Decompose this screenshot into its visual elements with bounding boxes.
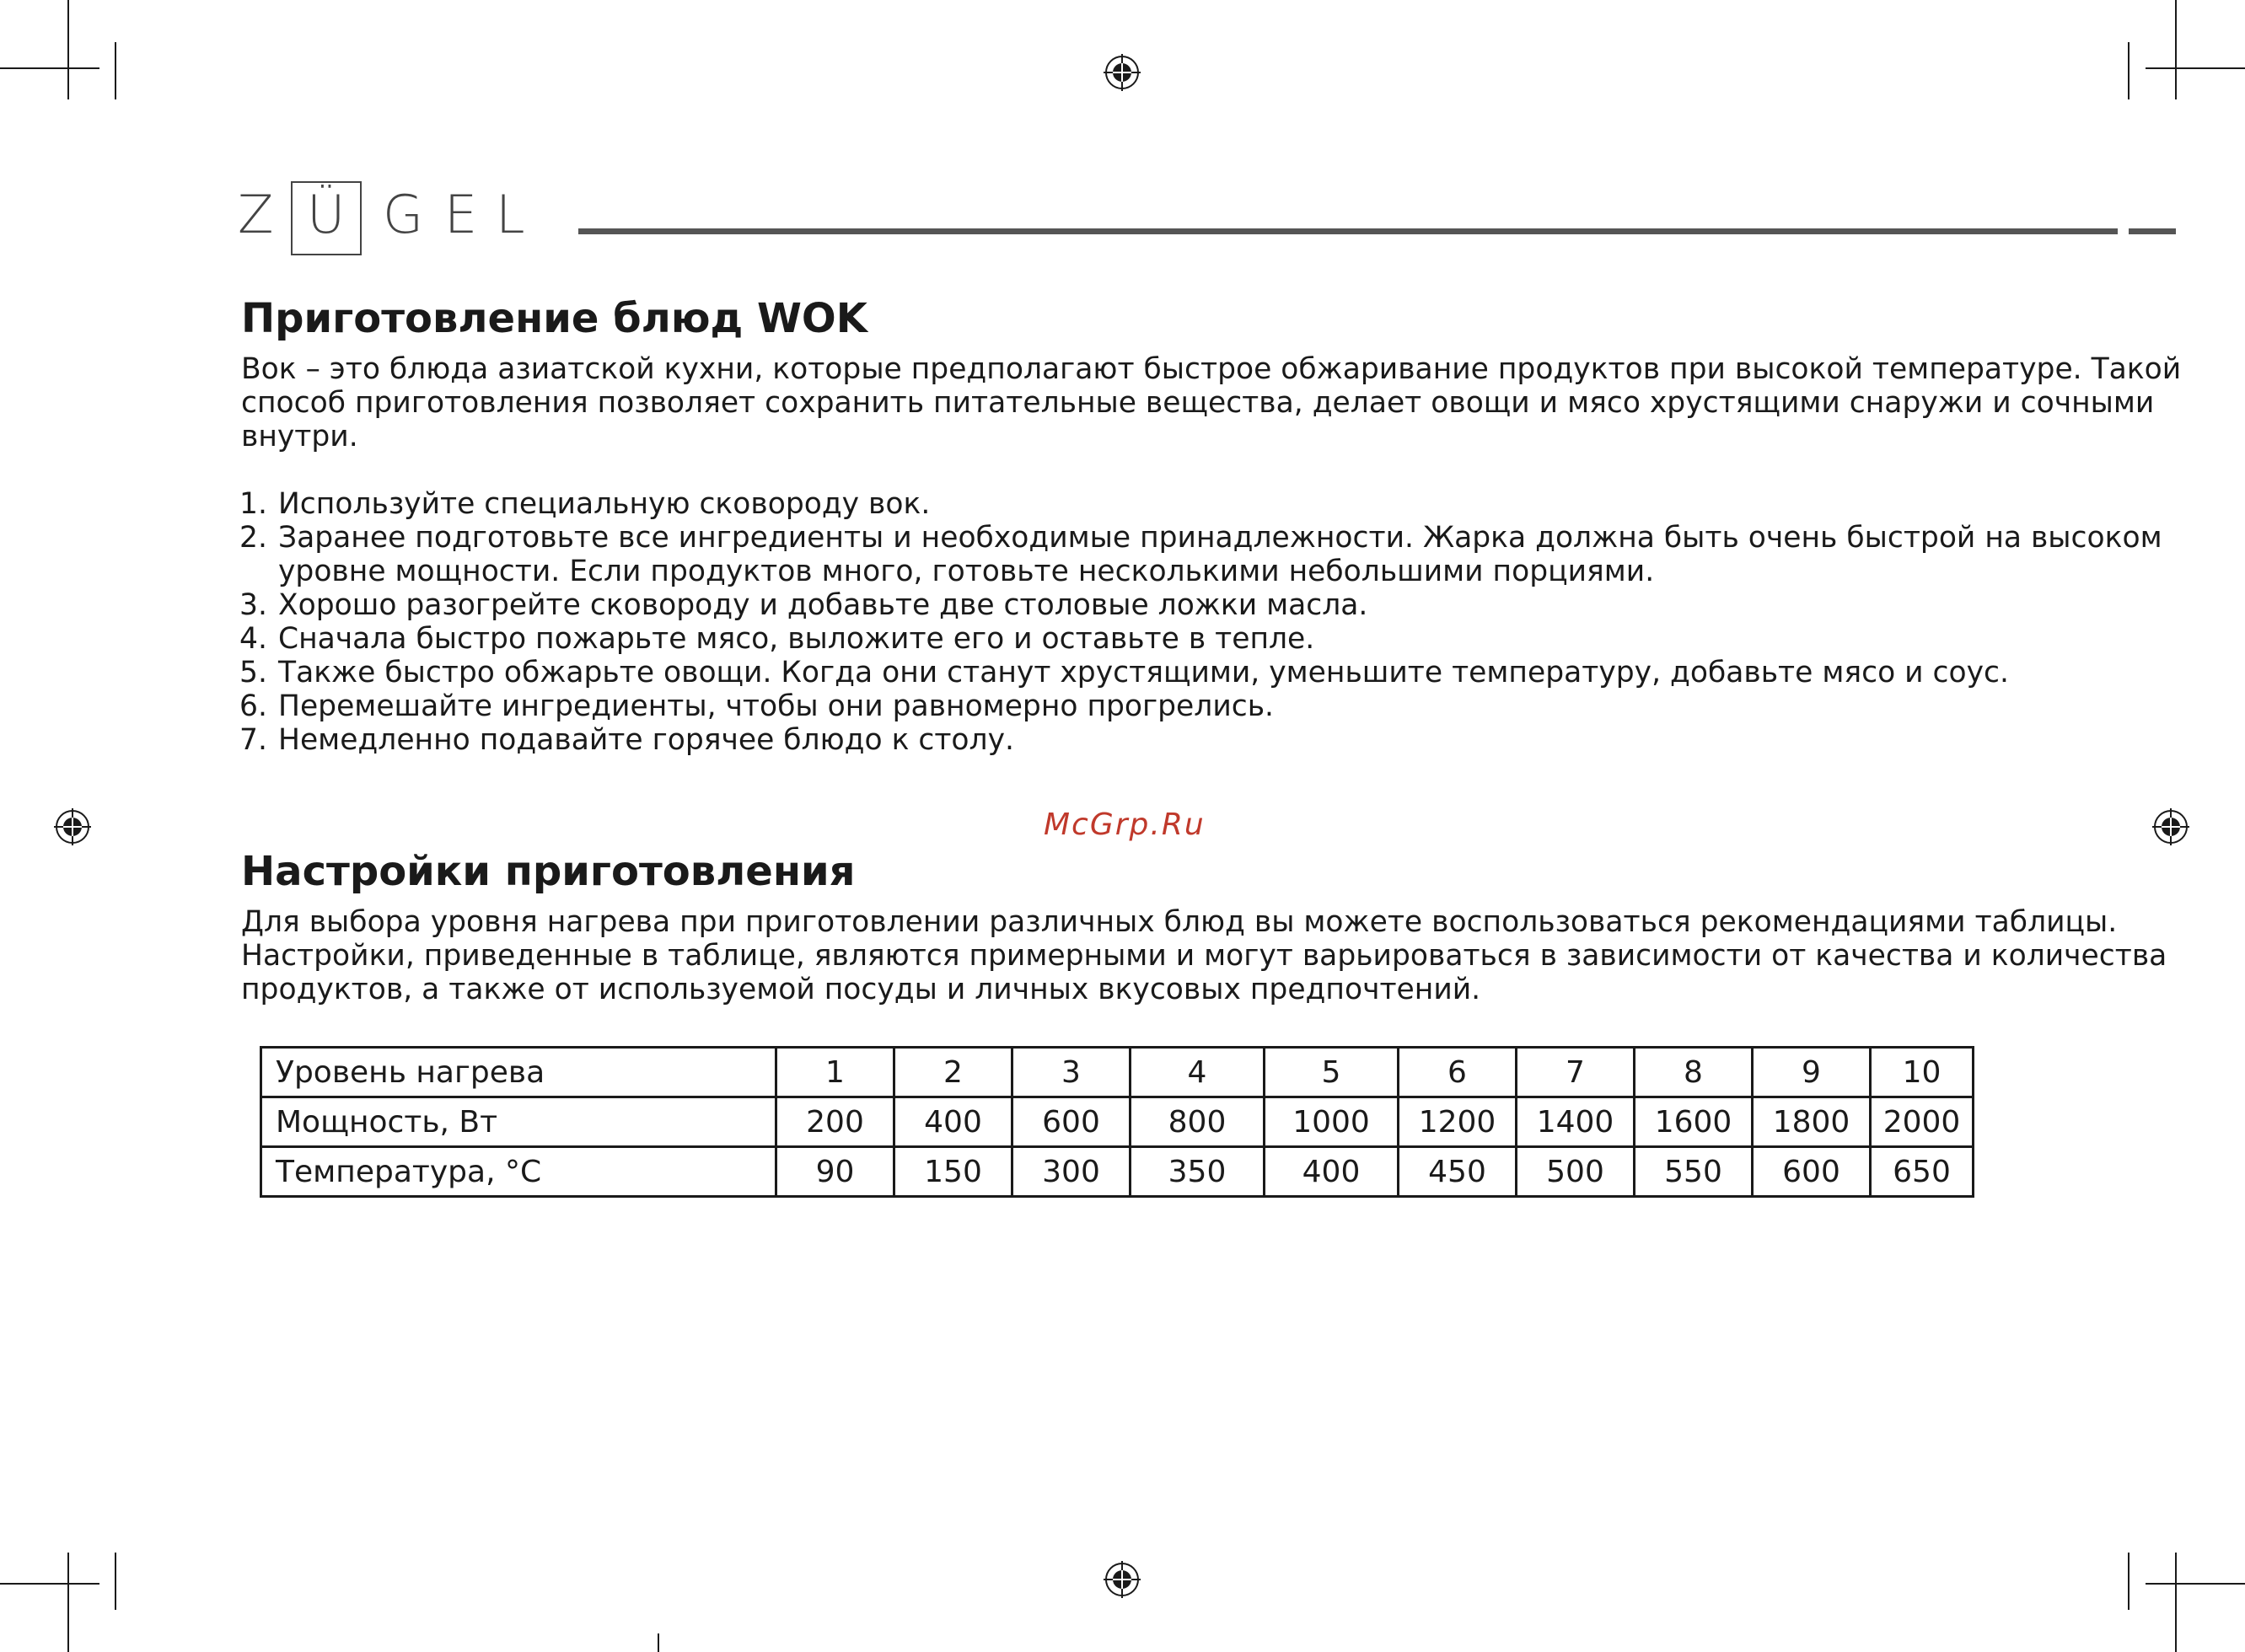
list-item [239,521,2162,588]
step-number: 2. [239,521,267,555]
table-cell: 1600 [1635,1097,1753,1147]
logo-letter: Ü [307,184,346,245]
table-cell: 300 [1012,1147,1131,1197]
logo-letter: L [496,184,525,245]
section-title-wok: Приготовление блюд WOK [241,295,867,342]
crop-mark [2128,1553,2130,1610]
table-cell: 6 [1399,1048,1517,1097]
table-cell: 2 [894,1048,1012,1097]
step-text: уровне мощности. Если продуктов много, готовьте несколькими небольшими порциями. [278,555,1655,588]
crop-mark [0,67,99,69]
table-row [261,1048,1974,1097]
crop-mark [2128,42,2130,99]
header-rule [578,228,2118,234]
table-cell: 1200 [1399,1097,1517,1147]
table-cell: 200 [776,1097,894,1147]
section-title-settings: Настройки приготовления [241,848,856,895]
table-cell: 2000 [1871,1097,1974,1147]
crop-mark [2146,1583,2245,1585]
table-cell: 400 [1265,1147,1399,1197]
text-line: Вок – это блюда азиатской кухни, которые предполагают быстрое обжаривание продуктов при высокой температуре. Такой [241,352,2182,386]
wok-steps-list [239,487,2162,757]
step-text: Сначала быстро пожарьте мясо, выложите его и оставьте в тепле. [278,622,1315,656]
table-cell: 650 [1871,1147,1974,1197]
step-number: 6. [239,689,267,723]
header-rule-end [2129,228,2176,234]
list-item [239,487,2162,521]
table-cell: 10 [1871,1048,1974,1097]
logo-letter: E [444,184,478,245]
logo-letter: Z [238,184,274,245]
crop-mark [67,0,69,99]
row-label: Температура, °C [261,1147,776,1197]
registration-mark-icon [2152,808,2189,845]
text-line: продуктов, а также от используемой посуды и личных вкусовых предпочтений. [241,973,1481,1006]
step-text: Заранее подготовьте все ингредиенты и необходимые принадлежности. Жарка должна быть очень быстрой на высоком [278,521,2162,555]
table-cell: 1 [776,1048,894,1097]
table-cell: 9 [1753,1048,1871,1097]
table-cell: 550 [1635,1147,1753,1197]
crop-mark [67,1553,69,1652]
table-cell: 1000 [1265,1097,1399,1147]
crop-mark [0,1583,99,1585]
table-cell: 1800 [1753,1097,1871,1147]
table-cell: 500 [1517,1147,1635,1197]
brand-logo [238,177,533,253]
text-line: Настройки, приведенные в таблице, являются примерными и могут варьироваться в зависимости от качества и количества [241,939,2167,973]
table-cell: 3 [1012,1048,1131,1097]
row-label: Уровень нагрева [261,1048,776,1097]
step-text: Также быстро обжарьте овощи. Когда они станут хрустящими, уменьшите температуру, добавьте мясо и соус. [278,656,2009,689]
step-text: Хорошо разогрейте сковороду и добавьте две столовые ложки масла. [278,588,1368,622]
table-row [261,1147,1974,1197]
table-cell: 600 [1753,1147,1871,1197]
settings-paragraph [241,905,2167,1006]
step-text: Используйте специальную сковороду вок. [278,487,931,521]
table-cell: 600 [1012,1097,1131,1147]
table-cell: 450 [1399,1147,1517,1197]
step-text: Перемешайте ингредиенты, чтобы они равномерно прогрелись. [278,689,1275,723]
table-cell: 90 [776,1147,894,1197]
crop-mark [115,1553,116,1610]
crop-mark [2146,67,2245,69]
table-cell: 800 [1131,1097,1265,1147]
table-cell: 150 [894,1147,1012,1197]
text-line: способ приготовления позволяет сохранить питательные вещества, делает овощи и мясо хрустящими снаружи и сочными [241,386,2155,420]
table-cell: 350 [1131,1147,1265,1197]
step-text: Немедленно подавайте горячее блюдо к столу. [278,723,1014,757]
crop-mark [2175,0,2177,99]
table-cell: 400 [894,1097,1012,1147]
list-item [239,689,2162,723]
table-cell: 5 [1265,1048,1399,1097]
step-number: 3. [239,588,267,622]
registration-mark-icon [1104,54,1141,91]
crop-mark [658,1633,659,1652]
list-item [239,723,2162,757]
table-cell: 7 [1517,1048,1635,1097]
table-row [261,1097,1974,1147]
step-number: 5. [239,656,267,689]
text-line: Для выбора уровня нагрева при приготовлении различных блюд вы можете воспользоваться рекомендациями таблицы. [241,905,2118,939]
list-item [239,588,2162,622]
step-number: 1. [239,487,267,521]
table-cell: 8 [1635,1048,1753,1097]
step-number: 4. [239,622,267,656]
registration-mark-icon [1104,1561,1141,1598]
crop-mark [2175,1553,2177,1652]
watermark-link[interactable]: McGrp.Ru [1044,807,1206,842]
list-item [239,656,2162,689]
list-item [239,622,2162,656]
registration-mark-icon [54,808,91,845]
table-cell: 4 [1131,1048,1265,1097]
crop-mark [115,42,116,99]
row-label: Мощность, Вт [261,1097,776,1147]
logo-letter: G [383,184,424,245]
text-line: внутри. [241,420,358,453]
step-number: 7. [239,723,267,757]
heat-settings-table [260,1046,1974,1198]
wok-intro-paragraph [241,352,2182,453]
table-cell: 1400 [1517,1097,1635,1147]
